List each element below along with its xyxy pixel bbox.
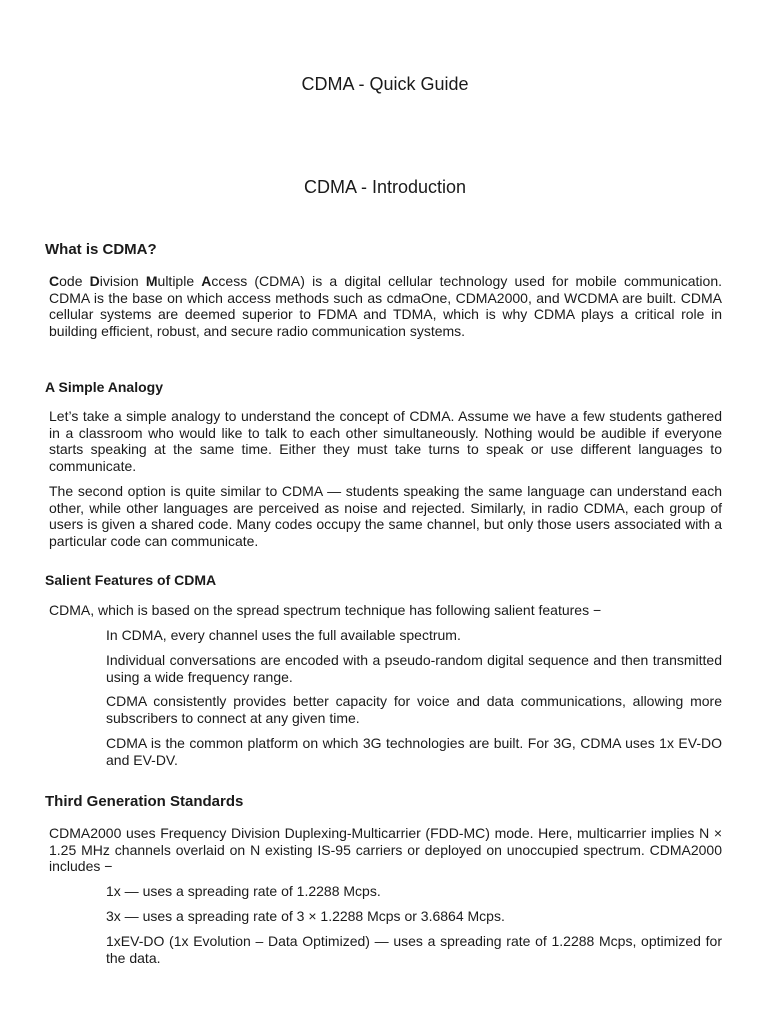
paragraph-third-gen-intro: CDMA2000 uses Frequency Division Duplexing-Multicarrier (FDD-MC) mode. Here, multicarrier implies N × 1.25 MHz channels overlaid on N existing IS-95 carriers or deployed on unoccupied spectrum. CDMA2000 includes −	[49, 825, 722, 875]
section-title: CDMA - Introduction	[303, 177, 467, 197]
acronym-rest: ultiple	[157, 273, 202, 289]
list-item: In CDMA, every channel uses the full available spectrum.	[106, 627, 461, 643]
acronym-rest: ivision	[99, 273, 146, 289]
acronym-letter: C	[49, 273, 60, 289]
list-item: CDMA is the common platform on which 3G technologies are built. For 3G, CDMA uses 1x EV-DO and EV-DV.	[106, 735, 722, 768]
heading-salient-features: Salient Features of CDMA	[45, 572, 217, 588]
heading-third-generation: Third Generation Standards	[45, 793, 244, 810]
acronym-letter: M	[145, 273, 158, 289]
document-title: CDMA - Quick Guide	[301, 74, 469, 94]
paragraph-features-intro: CDMA, which is based on the spread spectrum technique has following salient features −	[49, 602, 602, 618]
paragraph-text: (CDMA) is a digital cellular technology used for mobile communication. CDMA is the base on which access methods such as cdmaOne, CDMA2000, and WCDMA are built. CDMA cellular systems are deemed superior to FDMA and TDMA, which is why CDMA plays a critical role in building efficient, robust, and secure radio communication systems.	[49, 273, 723, 339]
paragraph-analogy-1: Let’s take a simple analogy to understand the concept of CDMA. Assume we have a few students gathered in a classroom who would like to talk to each other simultaneously. Nothing would be audible if everyone starts speaking at the same time. Either they must take turns to speak or use different languages to communicate.	[49, 408, 722, 474]
heading-simple-analogy: A Simple Analogy	[45, 379, 163, 395]
acronym-rest: ode	[59, 273, 90, 289]
list-item: 3x — uses a spreading rate of 3 × 1.2288 Mcps or 3.6864 Mcps.	[106, 908, 505, 924]
paragraph-analogy-2: The second option is quite similar to CDMA — students speaking the same language can understand each other, while other languages are perceived as noise and rejected. Similarly, in radio CDMA, each group of users is given a shared code. Many codes occupy the same channel, but only those users associated with a particular code can communicate.	[49, 483, 722, 549]
list-item: CDMA consistently provides better capacity for voice and data communications, allowing more subscribers to connect at any given time.	[106, 693, 722, 726]
list-item: 1xEV-DO (1x Evolution – Data Optimized) — uses a spreading rate of 1.2288 Mcps, optimized for the data.	[106, 933, 722, 966]
paragraph-what-is-cdma	[49, 273, 722, 339]
acronym-rest: ccess	[211, 273, 248, 289]
acronym-letter: A	[201, 273, 212, 289]
acronym-letter: D	[89, 273, 100, 289]
list-item: 1x — uses a spreading rate of 1.2288 Mcps.	[106, 883, 381, 899]
list-item: Individual conversations are encoded with a pseudo-random digital sequence and then transmitted using a wide frequency range.	[106, 652, 722, 685]
heading-what-is-cdma: What is CDMA?	[45, 241, 157, 258]
